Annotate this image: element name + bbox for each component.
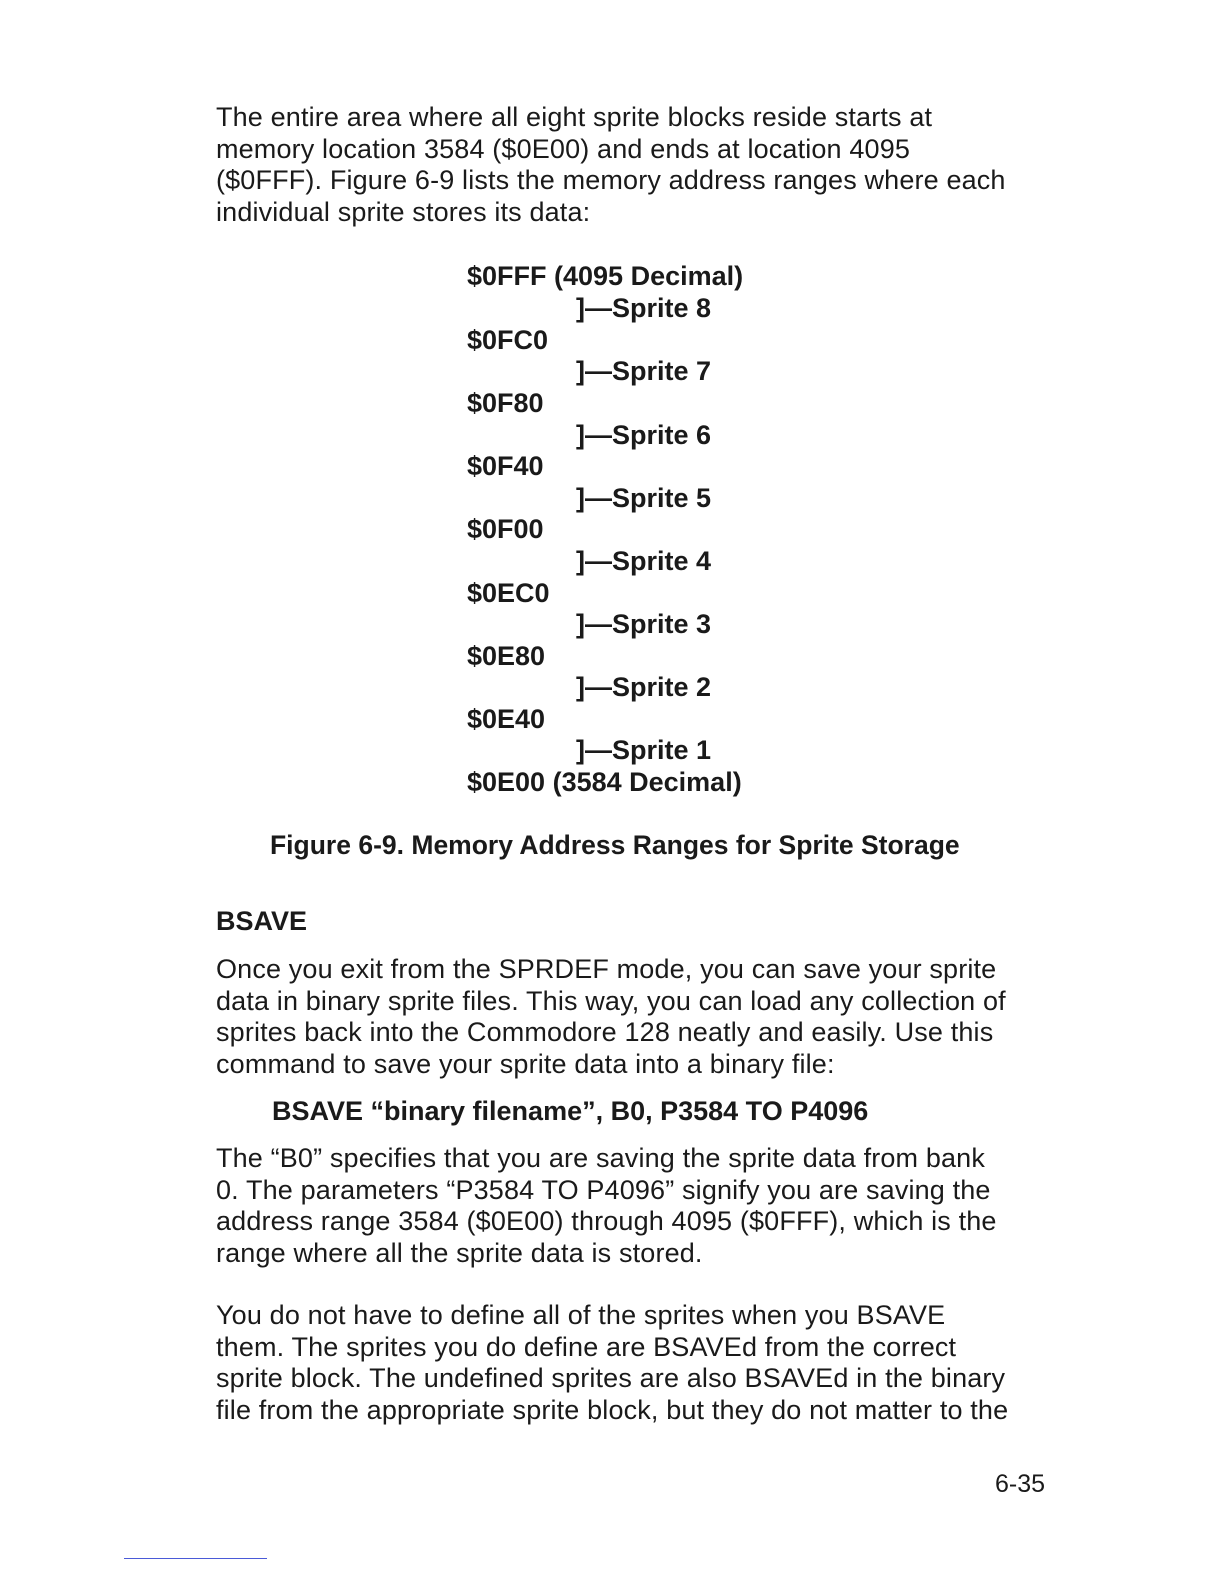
figure-address: $0E80: [467, 641, 546, 671]
figure-caption: Figure 6-9. Memory Address Ranges for Sprite Storage: [270, 830, 960, 860]
text-line: sprites back into the Commodore 128 neatly and easily. Use this: [216, 1017, 994, 1048]
text-line: address range 3584 ($0E00) through 4095 ($0FFF), which is the: [216, 1206, 997, 1237]
figure-address: $0F80: [467, 388, 544, 418]
page-number: 6-35: [995, 1470, 1046, 1498]
figure-sprite-label: ]—Sprite 6: [576, 420, 712, 450]
bsave-command: BSAVE “binary filename”, B0, P3584 TO P4096: [272, 1096, 869, 1126]
text-line: individual sprite stores its data:: [216, 196, 591, 227]
text-line: range where all the sprite data is stored.: [216, 1237, 703, 1268]
figure-sprite-label: ]—Sprite 3: [576, 609, 712, 639]
text-line: sprite block. The undefined sprites are also BSAVEd in the binary: [216, 1363, 1006, 1394]
intro-paragraph: [216, 102, 1066, 228]
last-paragraph: [216, 1300, 1066, 1426]
figure-sprite-label: ]—Sprite 7: [576, 356, 712, 386]
text-line: You do not have to define all of the sprites when you BSAVE: [216, 1300, 946, 1330]
figure-sprite-label: ]—Sprite 2: [576, 672, 712, 702]
figure-address: $0FC0: [467, 325, 549, 355]
text-line: them. The sprites you do define are BSAVEd from the correct: [216, 1331, 957, 1362]
text-line: file from the appropriate sprite block, but they do not matter to the: [216, 1394, 1009, 1425]
bsave-paragraph: [216, 954, 1066, 1080]
text-line: data in binary sprite files. This way, you can load any collection of: [216, 985, 1006, 1016]
text-line: The entire area where all eight sprite blocks reside starts at: [216, 102, 933, 132]
text-line: ($0FFF). Figure 6-9 lists the memory address ranges where each: [216, 165, 1006, 196]
figure-top-address: $0FFF (4095 Decimal): [467, 261, 744, 291]
figure-address: $0E40: [467, 704, 546, 734]
figure-address: $0F40: [467, 451, 544, 481]
text-line: The “B0” specifies that you are saving the sprite data from bank: [216, 1143, 985, 1173]
figure-address: $0EC0: [467, 578, 550, 608]
text-line: Once you exit from the SPRDEF mode, you can save your sprite: [216, 954, 997, 984]
explain-paragraph: [216, 1143, 1066, 1269]
text-line: memory location 3584 ($0E00) and ends at location 4095: [216, 133, 911, 164]
footer-rule: [124, 1558, 267, 1559]
figure-address: $0F00: [467, 514, 544, 544]
text-line: command to save your sprite data into a binary file:: [216, 1048, 835, 1079]
figure-sprite-label: ]—Sprite 5: [576, 483, 712, 513]
figure-address: $0E00 (3584 Decimal): [467, 767, 742, 797]
text-line: 0. The parameters “P3584 TO P4096” signify you are saving the: [216, 1174, 991, 1205]
figure-sprite-label: ]—Sprite 8: [576, 293, 712, 323]
figure-sprite-label: ]—Sprite 4: [576, 546, 712, 576]
figure-sprite-label: ]—Sprite 1: [576, 735, 712, 765]
section-heading: BSAVE: [216, 906, 308, 936]
